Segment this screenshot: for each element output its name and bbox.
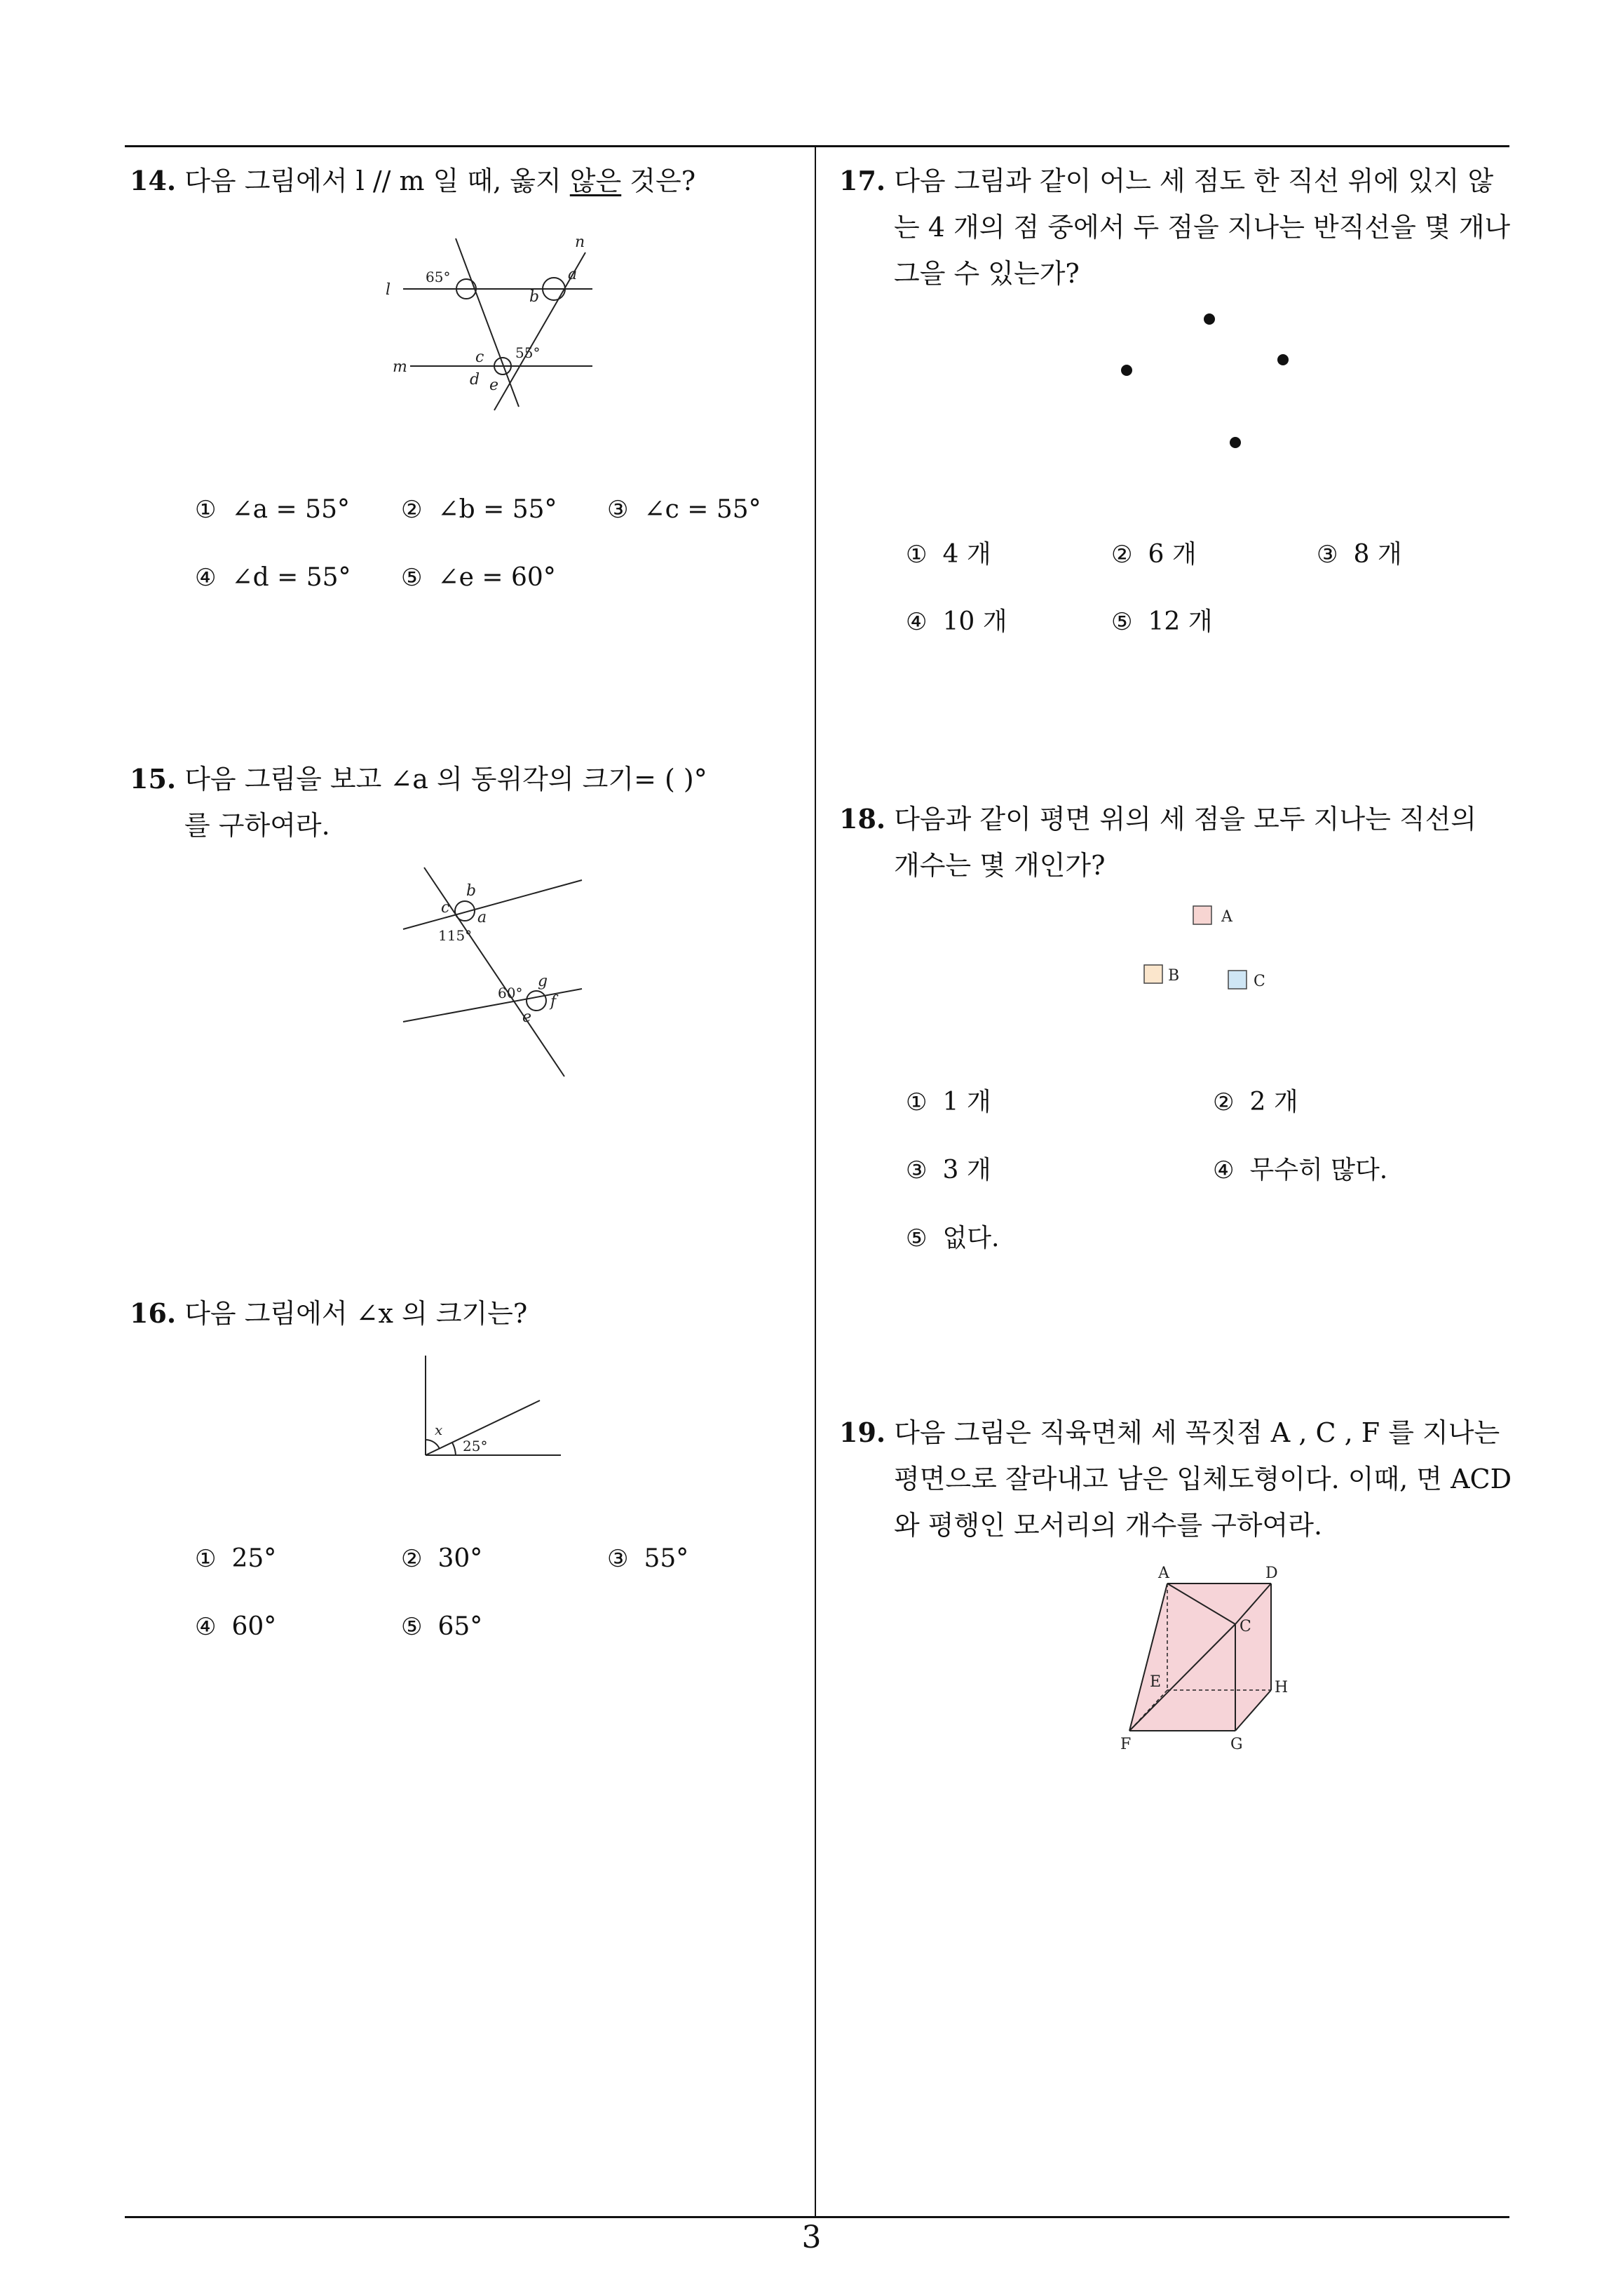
label-m: m bbox=[393, 358, 407, 376]
point-C-square bbox=[1228, 971, 1247, 989]
question-18-line-2: 개수는 몇 개인가? bbox=[894, 850, 1106, 881]
point-1 bbox=[1204, 313, 1215, 325]
q16-choice-4[interactable]: ④ 60° bbox=[195, 1612, 277, 1641]
question-14-text-post: 것은? bbox=[621, 166, 696, 196]
q16-choice-3[interactable]: ③ 55° bbox=[607, 1544, 689, 1573]
question-17-figure bbox=[1108, 305, 1311, 456]
q14-choice-1[interactable]: ① ∠a = 55° bbox=[195, 495, 350, 524]
q14-choice-2[interactable]: ② ∠b = 55° bbox=[401, 495, 557, 524]
label-n: n bbox=[575, 234, 585, 251]
q18-choice-3[interactable]: ③ 3 개 bbox=[906, 1156, 991, 1184]
question-14-text-underlined: 않은 bbox=[569, 166, 622, 196]
question-16-figure bbox=[417, 1350, 568, 1469]
label-A: A bbox=[1221, 908, 1232, 926]
q16-choice-2[interactable]: ② 30° bbox=[401, 1544, 483, 1573]
question-16 bbox=[130, 1290, 527, 1337]
top-rule bbox=[125, 145, 1509, 147]
label-65: 65° bbox=[426, 269, 451, 285]
question-17 bbox=[839, 158, 1510, 297]
label-115: 115° bbox=[438, 927, 473, 944]
q16-choice-1[interactable]: ① 25° bbox=[195, 1544, 277, 1573]
label-a: a bbox=[568, 266, 578, 283]
label-f: f bbox=[550, 993, 557, 1011]
angle-arc-x bbox=[426, 1440, 440, 1449]
label-25: 25° bbox=[463, 1438, 488, 1454]
point-3 bbox=[1121, 365, 1132, 376]
question-18-figure bbox=[1136, 898, 1276, 1003]
q17-choice-5[interactable]: ⑤ 12 개 bbox=[1111, 607, 1213, 636]
label-B: B bbox=[1168, 967, 1180, 985]
question-17-number: 17. bbox=[839, 165, 886, 196]
q17-choice-1[interactable]: ① 4 개 bbox=[906, 540, 991, 569]
question-15-line-1: 다음 그림을 보고 ∠a 의 동위각의 크기= ( )° bbox=[176, 764, 707, 795]
label-l: l bbox=[386, 281, 391, 299]
angle-arc-25 bbox=[452, 1443, 456, 1455]
angle-arc-lower bbox=[527, 991, 546, 1011]
question-19 bbox=[839, 1410, 1512, 1548]
q18-choice-4[interactable]: ④ 무수히 많다. bbox=[1213, 1156, 1388, 1184]
label-G: G bbox=[1230, 1736, 1243, 1753]
question-15 bbox=[130, 756, 707, 849]
question-14-text-pre: 다음 그림에서 l // m 일 때, 옳지 bbox=[176, 166, 570, 196]
label-C: C bbox=[1254, 973, 1265, 990]
label-D: D bbox=[1265, 1565, 1278, 1582]
label-55: 55° bbox=[515, 344, 541, 361]
label-g: g bbox=[538, 973, 548, 990]
q17-choice-2[interactable]: ② 6 개 bbox=[1111, 540, 1197, 569]
label-60: 60° bbox=[498, 985, 523, 1001]
label-H: H bbox=[1275, 1679, 1289, 1696]
question-14 bbox=[130, 158, 695, 204]
label-x: x bbox=[435, 1422, 443, 1438]
question-19-figure bbox=[1115, 1564, 1304, 1767]
q17-choice-3[interactable]: ③ 8 개 bbox=[1317, 540, 1402, 569]
question-15-line-2: 를 구하여라. bbox=[184, 810, 330, 841]
label-c: c bbox=[441, 899, 450, 917]
point-A-square bbox=[1193, 906, 1211, 924]
line-upper bbox=[403, 880, 582, 929]
q18-choice-2[interactable]: ② 2 개 bbox=[1213, 1088, 1298, 1116]
question-14-figure bbox=[382, 231, 606, 417]
question-18-number: 18. bbox=[839, 803, 886, 835]
label-b: b bbox=[529, 288, 540, 306]
label-C: C bbox=[1240, 1618, 1251, 1635]
question-19-line-2: 평면으로 잘라내고 남은 입체도형이다. 이때, 면 ACD bbox=[894, 1464, 1512, 1494]
question-19-line-1: 다음 그림은 직육면체 세 꼭짓점 A , C , F 를 지나는 bbox=[885, 1417, 1500, 1448]
label-d: d bbox=[470, 371, 480, 389]
question-18-line-1: 다음과 같이 평면 위의 세 점을 모두 지나는 직선의 bbox=[885, 804, 1476, 835]
label-a: a bbox=[477, 909, 487, 926]
page-number: 3 bbox=[801, 2220, 822, 2255]
point-4 bbox=[1230, 437, 1241, 448]
point-2 bbox=[1277, 354, 1289, 365]
q14-choice-4[interactable]: ④ ∠d = 55° bbox=[195, 563, 351, 592]
q17-choice-4[interactable]: ④ 10 개 bbox=[906, 607, 1007, 636]
question-17-line-2: 는 4 개의 점 중에서 두 점을 지나는 반직선을 몇 개나 bbox=[894, 212, 1511, 243]
label-E: E bbox=[1150, 1673, 1162, 1691]
q14-choice-5[interactable]: ⑤ ∠e = 60° bbox=[401, 563, 556, 592]
label-e: e bbox=[489, 377, 499, 394]
label-F: F bbox=[1120, 1736, 1132, 1753]
question-18 bbox=[839, 796, 1476, 889]
question-16-number: 16. bbox=[130, 1297, 177, 1329]
question-19-number: 19. bbox=[839, 1417, 886, 1448]
q18-choice-5[interactable]: ⑤ 없다. bbox=[906, 1224, 1000, 1252]
label-A: A bbox=[1158, 1565, 1169, 1582]
label-e: e bbox=[522, 1008, 532, 1026]
question-15-figure bbox=[396, 859, 596, 1083]
question-15-number: 15. bbox=[130, 763, 177, 795]
point-B-square bbox=[1144, 965, 1162, 983]
question-14-number: 14. bbox=[130, 165, 177, 196]
label-c: c bbox=[475, 349, 484, 366]
bottom-rule bbox=[125, 2216, 1509, 2218]
q18-choice-1[interactable]: ① 1 개 bbox=[906, 1088, 991, 1116]
q16-choice-5[interactable]: ⑤ 65° bbox=[401, 1612, 483, 1641]
question-17-line-1: 다음 그림과 같이 어느 세 점도 한 직선 위에 있지 않 bbox=[885, 166, 1494, 196]
question-16-text: 다음 그림에서 ∠x 의 크기는? bbox=[176, 1298, 528, 1329]
q14-choice-3[interactable]: ③ ∠c = 55° bbox=[607, 495, 761, 524]
column-divider bbox=[815, 146, 816, 2217]
question-17-line-3: 그을 수 있는가? bbox=[894, 258, 1080, 289]
question-19-line-3: 와 평행인 모서리의 개수를 구하여라. bbox=[894, 1510, 1323, 1541]
transversal-1 bbox=[456, 238, 519, 407]
label-b: b bbox=[466, 882, 477, 900]
